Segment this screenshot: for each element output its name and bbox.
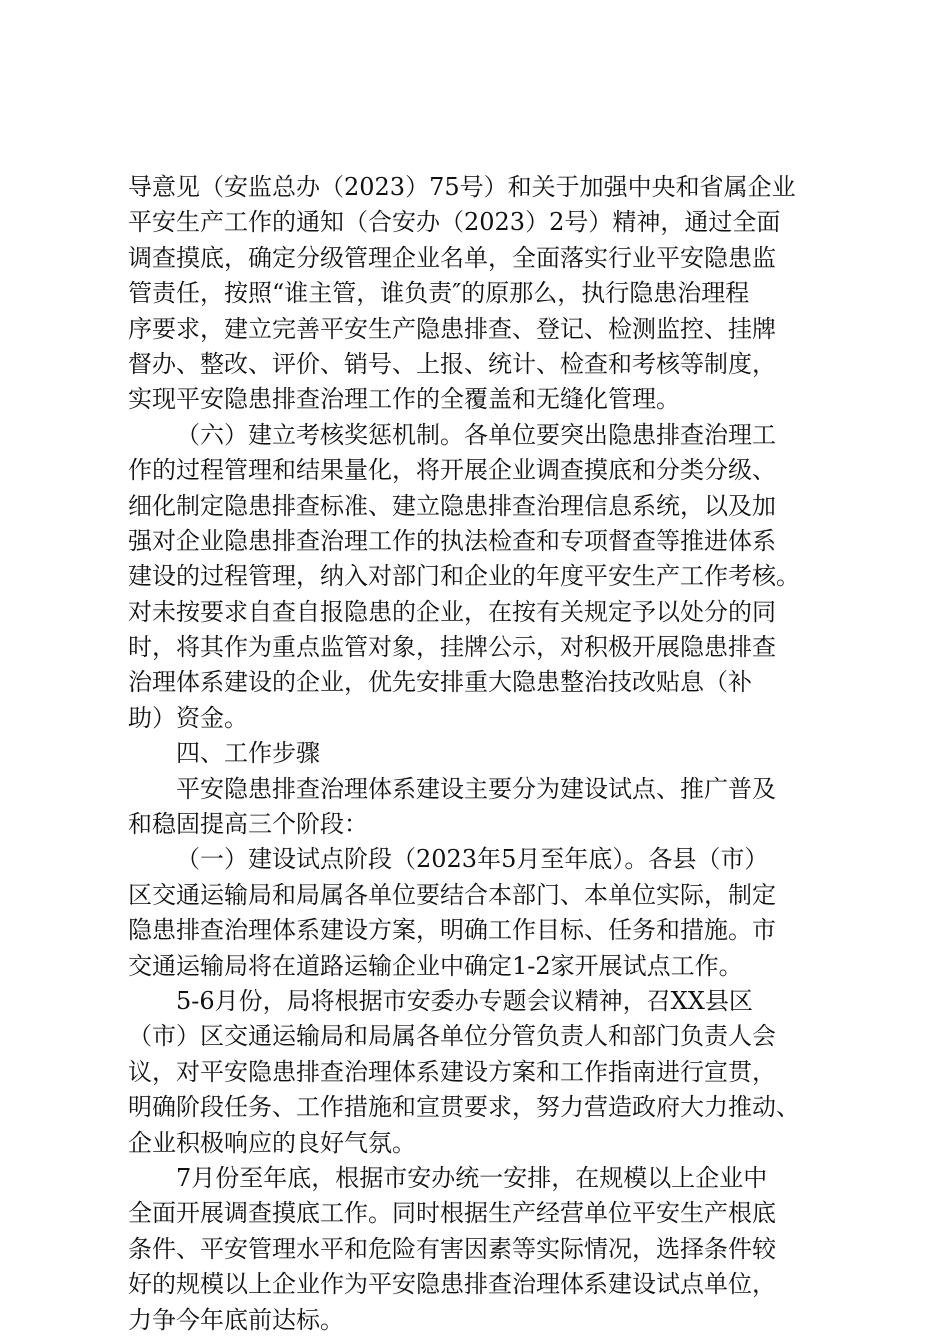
document-line: （一）建设试点阶段（2023年5月至年底）。各县（市） [176, 845, 769, 874]
document-line: （六）建立考核奖惩机制。各单位要突出隐患排查治理工 [176, 420, 776, 449]
document-line: 治理体系建设的企业，优先安排重大隐患整治技改贴息（补 [128, 668, 752, 697]
document-line: 明确阶段任务、工作措施和宣贯要求，努力营造政府大力推动、 [128, 1093, 800, 1122]
document-line: 督办、整改、评价、销号、上报、统计、检查和考核等制度， [128, 349, 776, 378]
document-line: 平安生产工作的通知（合安办（2023）2号）精神，通过全面 [128, 208, 781, 237]
document-line: 平安隐患排查治理体系建设主要分为建设试点、推广普及 [176, 774, 776, 803]
document-line: 和稳固提高三个阶段： [128, 810, 368, 839]
document-line: 好的规模以上企业作为平安隐患排查治理体系建设试点单位， [128, 1270, 776, 1299]
document-line: 建设的过程管理，纳入对部门和企业的年度平安生产工作考核。 [128, 562, 800, 591]
document-line: 作的过程管理和结果量化，将开展企业调查摸底和分类分级、 [128, 456, 776, 485]
document-line: 对未按要求自查自报隐患的企业，在按有关规定予以处分的同 [128, 597, 776, 626]
document-line: 强对企业隐患排查治理工作的执法检查和专项督查等推进体系 [128, 526, 776, 555]
document-line: 交通运输局将在道路运输企业中确定1-2家开展试点工作。 [128, 951, 743, 980]
document-body [128, 170, 828, 1338]
document-line: 全面开展调查摸底工作。同时根据生产经营单位平安生产根底 [128, 1199, 776, 1228]
document-line: 细化制定隐患排查标准、建立隐患排查治理信息系统，以及加 [128, 491, 776, 520]
document-line: 调查摸底，确定分级管理企业名单，全面落实行业平安隐患监 [128, 243, 776, 272]
document-line: 7月份至年底，根据市安办统一安排，在规模以上企业中 [176, 1163, 768, 1192]
document-line: 导意见（安监总办（2023）75号）和关于加强中央和省属企业 [128, 173, 796, 201]
document-line: 四、工作步骤 [176, 739, 320, 768]
document-line: 企业积极响应的良好气氛。 [128, 1128, 416, 1157]
document-line: 管责任，按照“谁主管，谁负责″的原那么，执行隐患治理程 [128, 279, 750, 308]
document-line: 序要求，建立完善平安生产隐患排查、登记、检测监控、挂牌 [128, 314, 776, 343]
document-line: 5-6月份，局将根据市安委办专题会议精神，召XX县区 [176, 986, 753, 1015]
document-line: 助）资金。 [128, 703, 248, 732]
document-line: 条件、平安管理水平和危险有害因素等实际情况，选择条件较 [128, 1234, 776, 1263]
document-line: 力争今年底前达标。 [128, 1305, 344, 1334]
document-line: 隐患排查治理体系建设方案，明确工作目标、任务和措施。市 [128, 916, 776, 945]
document-line: 时，将其作为重点监管对象，挂牌公示，对积极开展隐患排查 [128, 633, 776, 662]
document-line: 实现平安隐患排查治理工作的全覆盖和无缝化管理。 [128, 385, 680, 414]
document-line: 区交通运输局和局属各单位要结合本部门、本单位实际，制定 [128, 880, 776, 909]
document-line: 议，对平安隐患排查治理体系建设方案和工作指南进行宣贯， [128, 1057, 776, 1086]
document-line: （市）区交通运输局和局属各单位分管负责人和部门负责人会 [128, 1022, 776, 1051]
